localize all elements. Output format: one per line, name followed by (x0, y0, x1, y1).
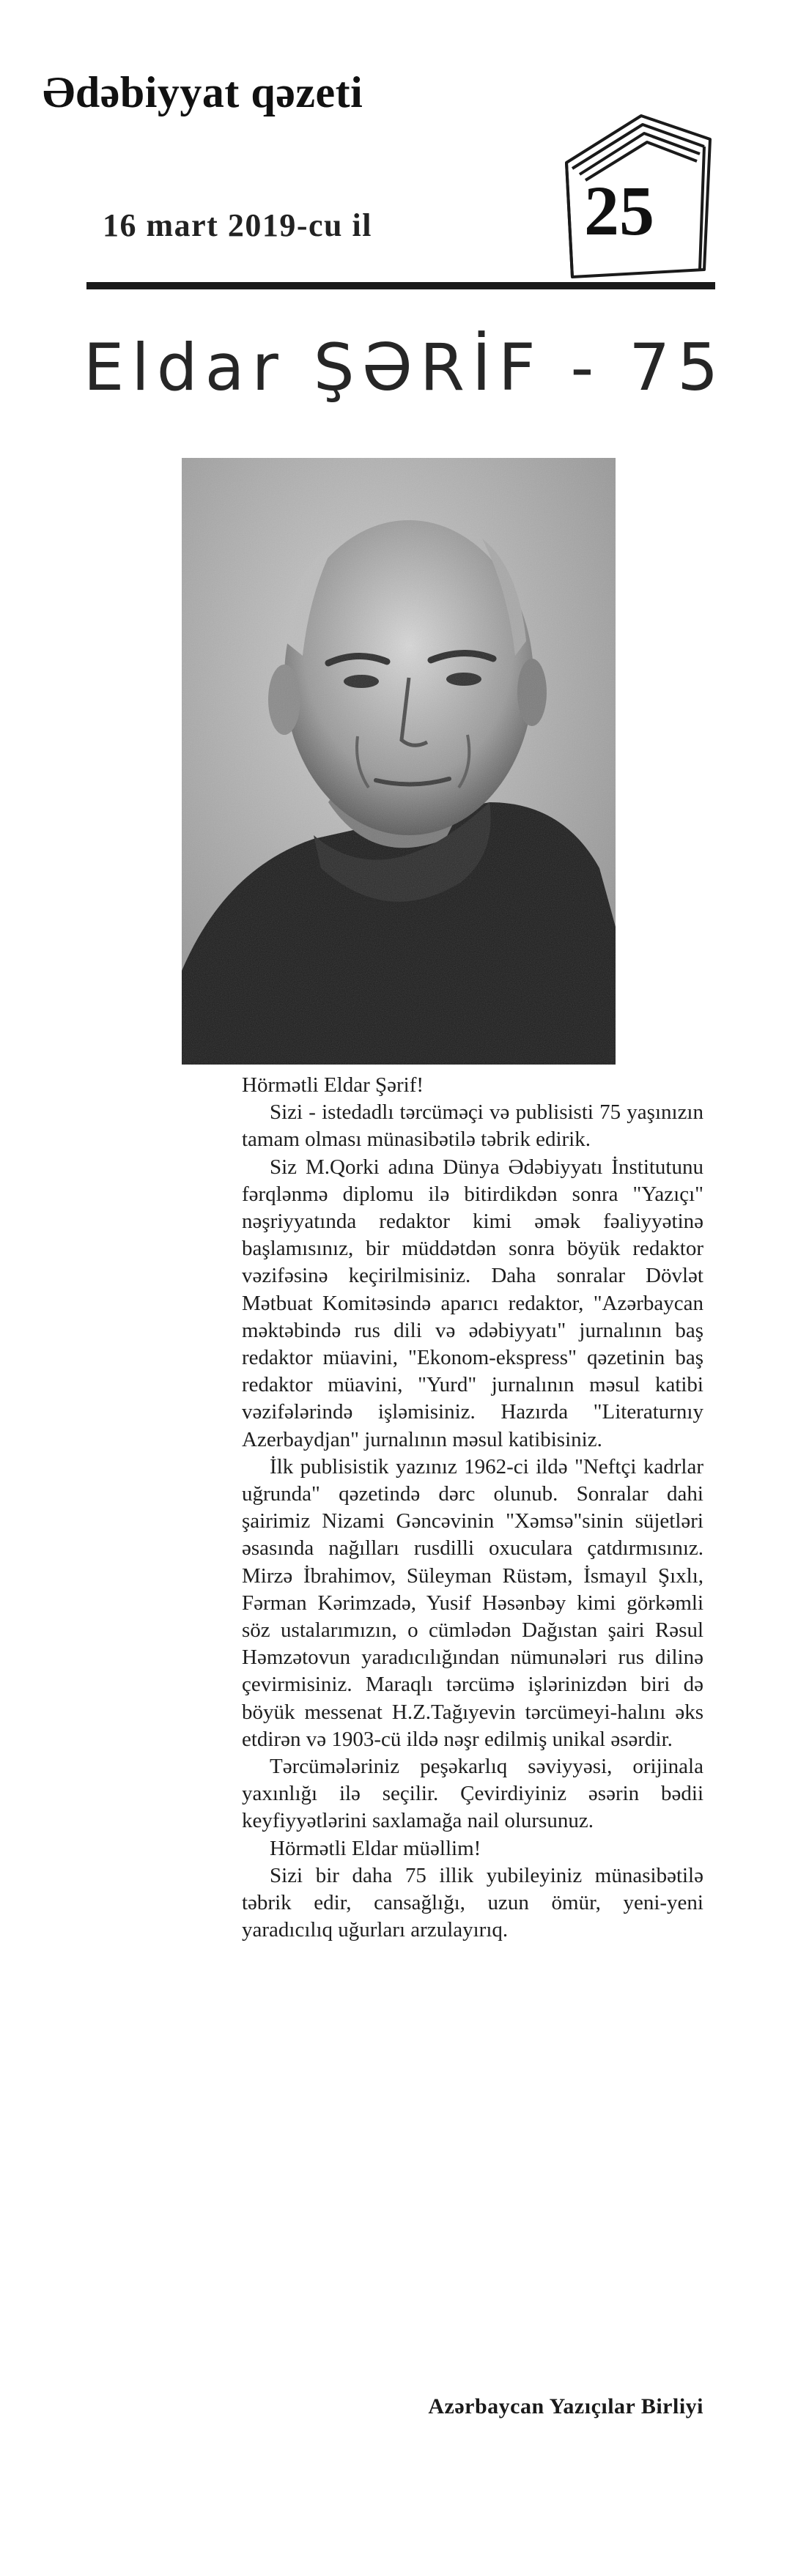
article-paragraph: İlk publisistik yazınız 1962-ci ildə "Neftçi kadrlar uğrunda" qəzetində dərc olunub. Sonralar dahi şairimiz Nizami Gəncəvinin "Xəmsə"sinin süjetləri əsasında nağılları rusdilli oxuculara çatdırmısınız. Mirzə İbrahimov, Süleyman Rüstəm, İsmayıl Şıxlı, Fərman Kərimzadə, Yusif Həsənbəy kimi görkəmli söz ustalarımızın, o cümlədən Dağıstan şairi Rəsul Həmzətovun yaradıcılığından nümunələri rus dilinə çevirmisiniz. Maraqlı tərcümə işlərinizdən biri də böyük messenat H.Z.Tağıyevin tərcümeyi-halını əks etdirən və 1903-cü ildə nəşr edilmiş unikal əsərdir. (242, 1454, 703, 1751)
portrait-photo (182, 458, 616, 1065)
article-paragraph: Sizi bir daha 75 illik yubileyiniz münasibətilə təbrik edir, cansağlığı, uzun ömür, yeni-yeni yaradıcılıq uğurları arzulayırıq. (242, 1863, 703, 1942)
issue-date: 16 mart 2019-cu il (103, 207, 372, 243)
article-greeting: Hörmətli Eldar Şərif! (242, 1073, 424, 1097)
article-body (242, 1072, 703, 1944)
page-number: 25 (584, 171, 654, 250)
newspaper-name: Ədəbiyyat qəzeti (43, 68, 363, 116)
article-paragraph: Siz M.Qorki adına Dünya Ədəbiyyatı İnstitutunu fərqlənmə diplomu ilə bitirdikdən sonra "Yazıçı" nəşriyyatında redaktor kimi əmək fəaliyyətinə başlamısınız, bir müddətdən sonra böyük redaktor vəzifəsinə keçirilmisiniz. Daha sonralar Dövlət Mətbuat Komitəsində aparıcı redaktor, "Azərbaycan məktəbində rus dili və ədəbiyyatı" jurnalının baş redaktor müavini, "Ekonom-ekspress" qəzetinin baş redaktor müavini, "Yurd" jurnalının məsul katibi vəzifələrində işləmisiniz. Hazırda "Literaturnıy Azerbaydjan" jurnalının məsul katibisiniz. (242, 1155, 703, 1451)
article-paragraph: Hörmətli Eldar müəllim! (270, 1836, 481, 1860)
article-signature: Azərbaycan Yazıçılar Birliyi (428, 2394, 703, 2418)
article-paragraph: Sizi - istedadlı tərcüməçi və publisisti 75 yaşınızın tamam olması münasibətilə təbrik edirik. (242, 1100, 703, 1152)
masthead-divider (86, 282, 715, 289)
article-paragraph: Tərcümələriniz peşəkarlıq səviyyəsi, orijinala yaxınlığı ilə seçilir. Çevirdiyiniz əsərin bədii keyfiyyətlərini saxlamağa nail olursunuz. (242, 1755, 703, 1833)
article-headline: Eldar ŞƏRİF - 75 (83, 330, 726, 405)
